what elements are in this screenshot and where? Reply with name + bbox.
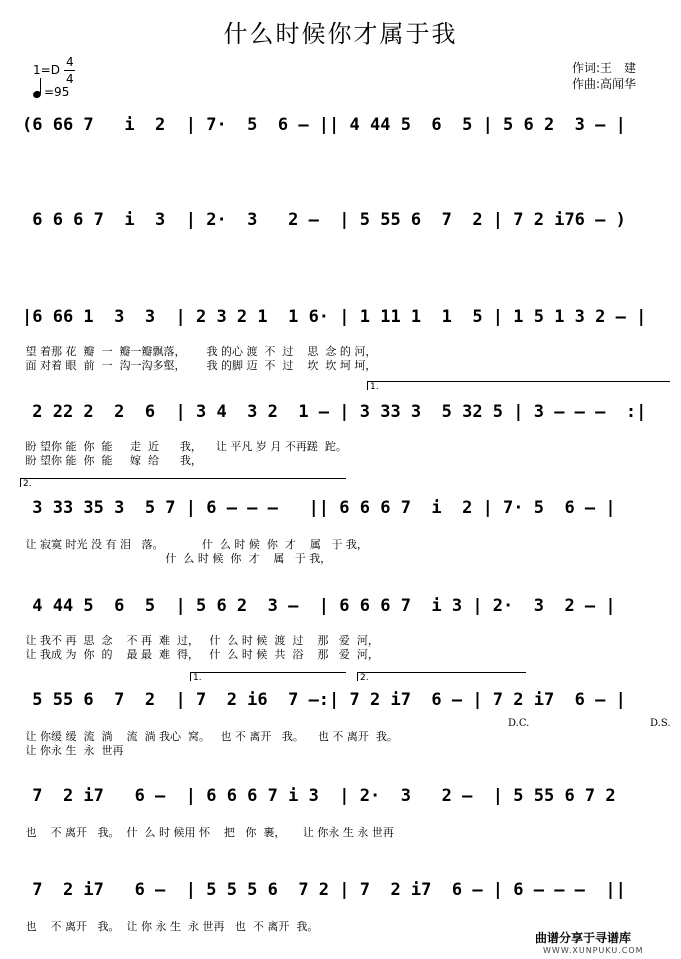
ds-mark: D.S.	[650, 718, 671, 729]
notation: 6 6 6 7 i 3 | 2· 3 2 – | 5 55 6 7 2 | 7 2 i76 – )	[22, 210, 626, 230]
tempo: =95	[44, 85, 70, 99]
lyrics-verse-1: 也 不 离开 我。 让 你 永 生 永 世再 也 不 离开 我。	[22, 920, 319, 933]
volta-label-2: 2.	[23, 479, 32, 489]
time-signature-top: 4	[66, 55, 74, 69]
notation: |6 66 1 3 3 | 2 3 2 1 1 6· | 1 11 1 1 5 | 1 5 1 3 2 – |	[22, 307, 647, 327]
notation: 7 2 i7 6 – | 5 5 5 6 7 2 | 7 2 i7 6 – | 6 – – – ||	[22, 880, 626, 900]
song-title: 什么时候你才属于我	[223, 20, 458, 48]
volta-label-1: 1.	[370, 382, 379, 392]
volta-label-3: 1.	[193, 673, 202, 683]
lyrics-verse-2: 什 么 时 候 你 才 属 于 我，	[22, 552, 332, 565]
lyrics-verse-1: 让 我不 再 思 念 不 再 难 过， 什 么 时 候 渡 过 那 爱 河，	[22, 634, 379, 647]
notation: 5 55 6 7 2 | 7 2 i6 7 –:| 7 2 i7 6 – | 7 2 i7 6 – |	[22, 690, 626, 710]
time-signature-divider	[64, 70, 75, 71]
lyrics-verse-1: 让 你缓 缓 流 淌 流 淌 我心 窝。 也 不 离开 我。 也 不 离开 我。	[22, 730, 398, 743]
lyrics-verse-1: 也 不 离开 我。 什 么 时 候用 怀 把 你 裹， 让 你永 生 永 世再	[22, 826, 394, 839]
credits	[572, 60, 636, 92]
volta-bracket-2	[20, 478, 346, 487]
volta-bracket-3	[190, 672, 346, 681]
volta-bracket-1	[367, 381, 670, 390]
notation: 4 44 5 6 5 | 5 6 2 3 – | 6 6 6 7 i 3 | 2· 3 2 – |	[22, 596, 616, 616]
lyrics-verse-2: 盼 望你 能 你 能 嫁 给 我，	[22, 454, 202, 467]
notation: (6 66 7 i 2 | 7· 5 6 – || 4 44 5 6 5 | 5 6 2 3 – |	[22, 115, 626, 135]
lyrics-verse-2: 让 你永 生 永 世再	[22, 744, 124, 757]
lyricist: 作词:王 建	[572, 61, 637, 75]
lyrics-verse-1: 望 着那 花 瓣 一 瓣一瓣飘落， 我 的心 渡 不 过 思 念 的 河，	[22, 345, 377, 358]
watermark-url: WWW.XUNPUKU.COM	[543, 946, 644, 955]
lyrics-verse-2: 面 对着 眼 前 一 沟一沟多壑， 我 的脚 迈 不 过 坎 坎 坷 坷，	[22, 359, 377, 372]
composer: 作曲:高闻华	[572, 77, 637, 91]
volta-label-4: 2.	[360, 673, 369, 683]
lyrics-verse-1: 盼 望你 能 你 能 走 近 我， 让 平凡 岁 月 不再蹉 跎。	[22, 440, 347, 453]
quarter-note-icon-stem	[40, 78, 41, 93]
notation: 7 2 i7 6 – | 6 6 6 7 i 3 | 2· 3 2 – | 5 55 6 7 2	[22, 786, 616, 806]
watermark: 曲谱分享于寻谱库	[535, 931, 632, 945]
notation: 2 22 2 2 6 | 3 4 3 2 1 – | 3 33 3 5 32 5 | 3 – – – :|	[22, 402, 647, 422]
key-signature: 1=D	[33, 63, 60, 77]
lyrics-verse-1: 让 寂寞 时光 没 有 泪 落。 什 么 时 候 你 才 属 于 我，	[22, 538, 368, 551]
lyrics-verse-2: 让 我成 为 你 的 最 最 难 得， 什 么 时 候 共 浴 那 爱 河，	[22, 648, 379, 661]
time-signature-bottom: 4	[66, 72, 74, 86]
dc-mark: D.C.	[508, 718, 530, 729]
notation: 3 33 35 3 5 7 | 6 – – – || 6 6 6 7 i 2 | 7· 5 6 – |	[22, 498, 616, 518]
volta-bracket-4	[357, 672, 526, 681]
